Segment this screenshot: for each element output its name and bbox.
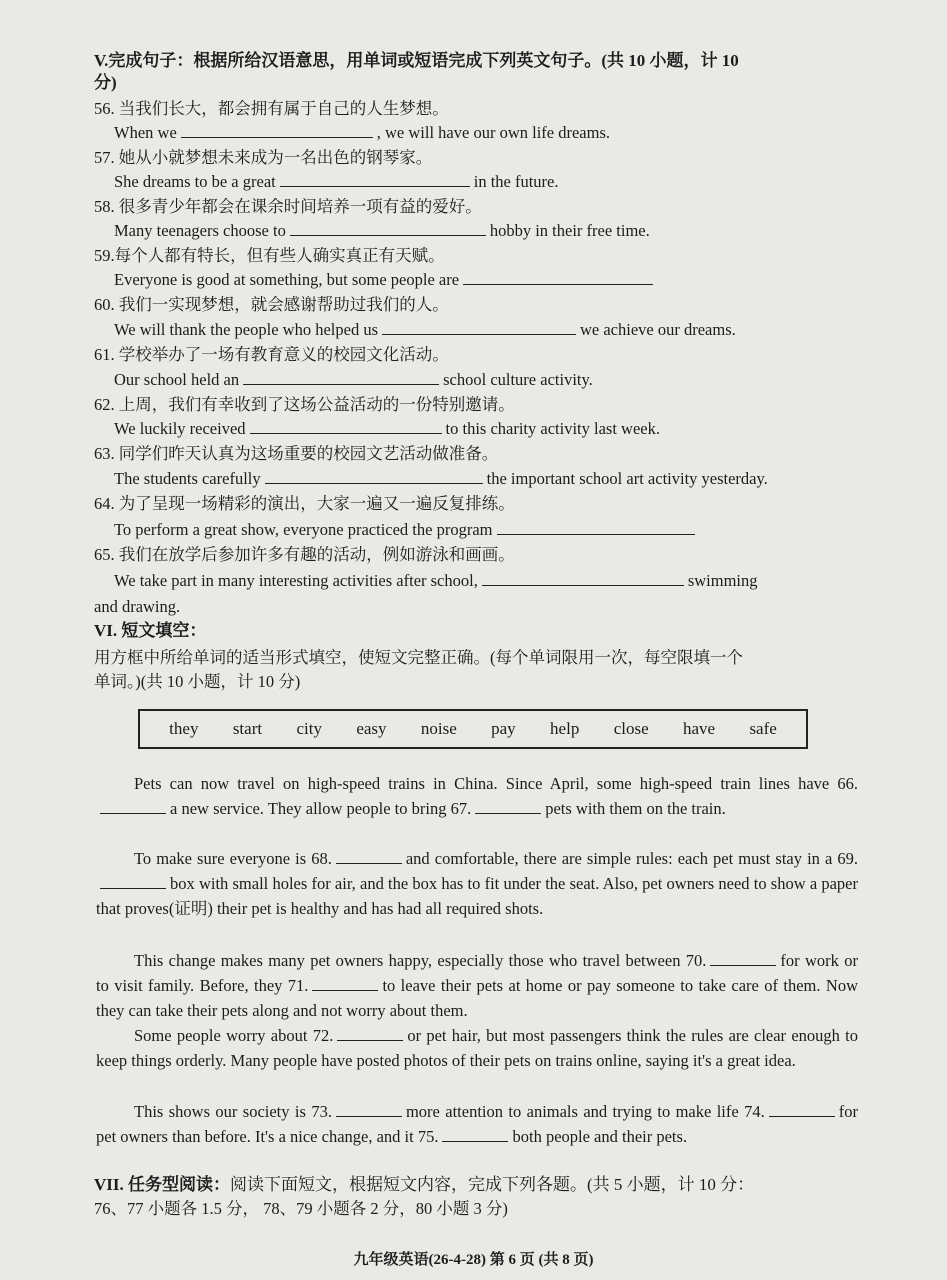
q62-blank[interactable]: [250, 419, 442, 434]
q57-en: She dreams to be a great in the future.: [114, 172, 559, 191]
q62-en: We luckily received to this charity activity last week.: [114, 419, 660, 438]
q63-blank[interactable]: [265, 469, 483, 484]
q57-cn: 57. 她从小就梦想未来成为一名出色的钢琴家。: [94, 148, 433, 167]
q60-cn: 60. 我们一实现梦想，就会感谢帮助过我们的人。: [94, 295, 449, 314]
q64-en: To perform a great show, everyone practiced the program: [114, 519, 699, 541]
word-bank-item: they: [169, 719, 199, 738]
passage-paragraph-5: This shows our society is 73. more attention to animals and trying to make life 74. for pet owners than before. It's a nice change, and it 75. both people and their pets.: [96, 1102, 858, 1146]
blank-73[interactable]: [336, 1102, 402, 1117]
q56-en: When we , we will have our own life dreams.: [114, 123, 610, 142]
section-5-title: V.完成句子：根据所给汉语意思，用单词或短语完成下列英文句子。(共 10 小题，计 10: [94, 51, 739, 70]
section-5-title-cont: 分): [94, 73, 117, 92]
word-bank-item: noise: [420, 719, 457, 738]
blank-68[interactable]: [336, 849, 402, 864]
word-bank-item: help: [550, 719, 580, 738]
word-bank-item: have: [682, 719, 716, 738]
q58-cn: 58. 很多青少年都会在课余时间培养一项有益的爱好。: [94, 197, 482, 216]
section-7-instruction-2: 76、77 小题各 1.5 分， 78、79 小题各 2 分，80 小题 3 分): [94, 1199, 508, 1218]
blank-66[interactable]: [100, 799, 166, 814]
q60-en: We will thank the people who helped us we achieve our dreams.: [114, 320, 736, 339]
blank-67[interactable]: [475, 799, 541, 814]
q60-blank[interactable]: [382, 320, 576, 335]
section-6-title: VI. 短文填空：: [94, 621, 207, 640]
word-bank-item: start: [232, 719, 263, 738]
q65-en-cont: and drawing.: [94, 597, 181, 616]
q57-blank[interactable]: [280, 172, 470, 187]
blank-71[interactable]: [312, 976, 378, 991]
section-6-instruction-2: 单词。)(共 10 小题，计 10 分): [94, 672, 301, 691]
q61-blank[interactable]: [243, 370, 439, 385]
q62-cn: 62. 上周，我们有幸收到了这场公益活动的一份特别邀请。: [94, 395, 515, 414]
q59-en: Everyone is good at something, but some people are: [114, 269, 657, 291]
word-bank-item: city: [296, 719, 322, 738]
passage-paragraph-3: This change makes many pet owners happy, especially those who travel between 70. for work or to visit family. Before, they 71. to leave their pets at home or pay someone to take care of them. Now they can take their pets along and not worry about them.: [96, 951, 858, 1020]
q63-en: The students carefully the important school art activity yesterday.: [114, 469, 768, 488]
passage-paragraph-2: To make sure everyone is 68. and comfortable, there are simple rules: each pet must stay in a 69.box with small holes for air, and the box has to fit under the seat. Also, pet owners need to show a paper that proves(证明) their pet is healthy and has had all required shots.: [96, 849, 858, 918]
word-bank-item: easy: [356, 719, 387, 738]
blank-69[interactable]: [100, 874, 166, 889]
blank-74[interactable]: [769, 1102, 835, 1117]
q64-blank[interactable]: [497, 520, 695, 535]
q58-en: Many teenagers choose to hobby in their free time.: [114, 221, 650, 240]
word-bank-item: close: [613, 719, 649, 738]
q61-cn: 61. 学校举办了一场有教育意义的校园文化活动。: [94, 345, 449, 364]
q59-cn: 59.每个人都有特长，但有些人确实真正有天赋。: [94, 246, 445, 265]
q59-blank[interactable]: [463, 270, 653, 285]
passage-paragraph-4: Some people worry about 72. or pet hair, but most passengers think the rules are clear enough to keep things orderly. Many people have posted photos of their pets on trains online, saying it's a great idea.: [96, 1026, 858, 1070]
q56-cn: 56. 当我们长大，都会拥有属于自己的人生梦想。: [94, 99, 449, 118]
blank-75[interactable]: [442, 1127, 508, 1142]
q56-blank[interactable]: [181, 123, 373, 138]
q63-cn: 63. 同学们昨天认真为这场重要的校园文艺活动做准备。: [94, 444, 499, 463]
blank-72[interactable]: [337, 1026, 403, 1041]
word-bank-item: safe: [749, 719, 777, 738]
q65-en: We take part in many interesting activities after school, swimming: [114, 571, 758, 590]
section-7-title: VII. 任务型阅读：阅读下面短文，根据短文内容，完成下列各题。(共 5 小题，计 10 分：: [94, 1175, 755, 1194]
word-bank-box: [138, 709, 808, 749]
q65-cn: 65. 我们在放学后参加许多有趣的活动，例如游泳和画画。: [94, 545, 515, 564]
passage-paragraph-1: Pets can now travel on high-speed trains in China. Since April, some high-speed train lines have 66.a new service. They allow people to bring 67. pets with them on the train.: [96, 771, 858, 821]
blank-70[interactable]: [710, 951, 776, 966]
q65-blank[interactable]: [482, 571, 684, 586]
section-6-instruction-1: 用方框中所给单词的适当形式填空，使短文完整正确。(每个单词限用一次，每空限填一个: [94, 648, 743, 667]
word-bank-item: pay: [491, 719, 516, 738]
q64-cn: 64. 为了呈现一场精彩的演出，大家一遍又一遍反复排练。: [94, 494, 515, 513]
q61-en: Our school held an school culture activity.: [114, 370, 593, 389]
q58-blank[interactable]: [290, 221, 486, 236]
page-footer: 九年级英语(26-4-28) 第 6 页 (共 8 页): [353, 1252, 594, 1268]
